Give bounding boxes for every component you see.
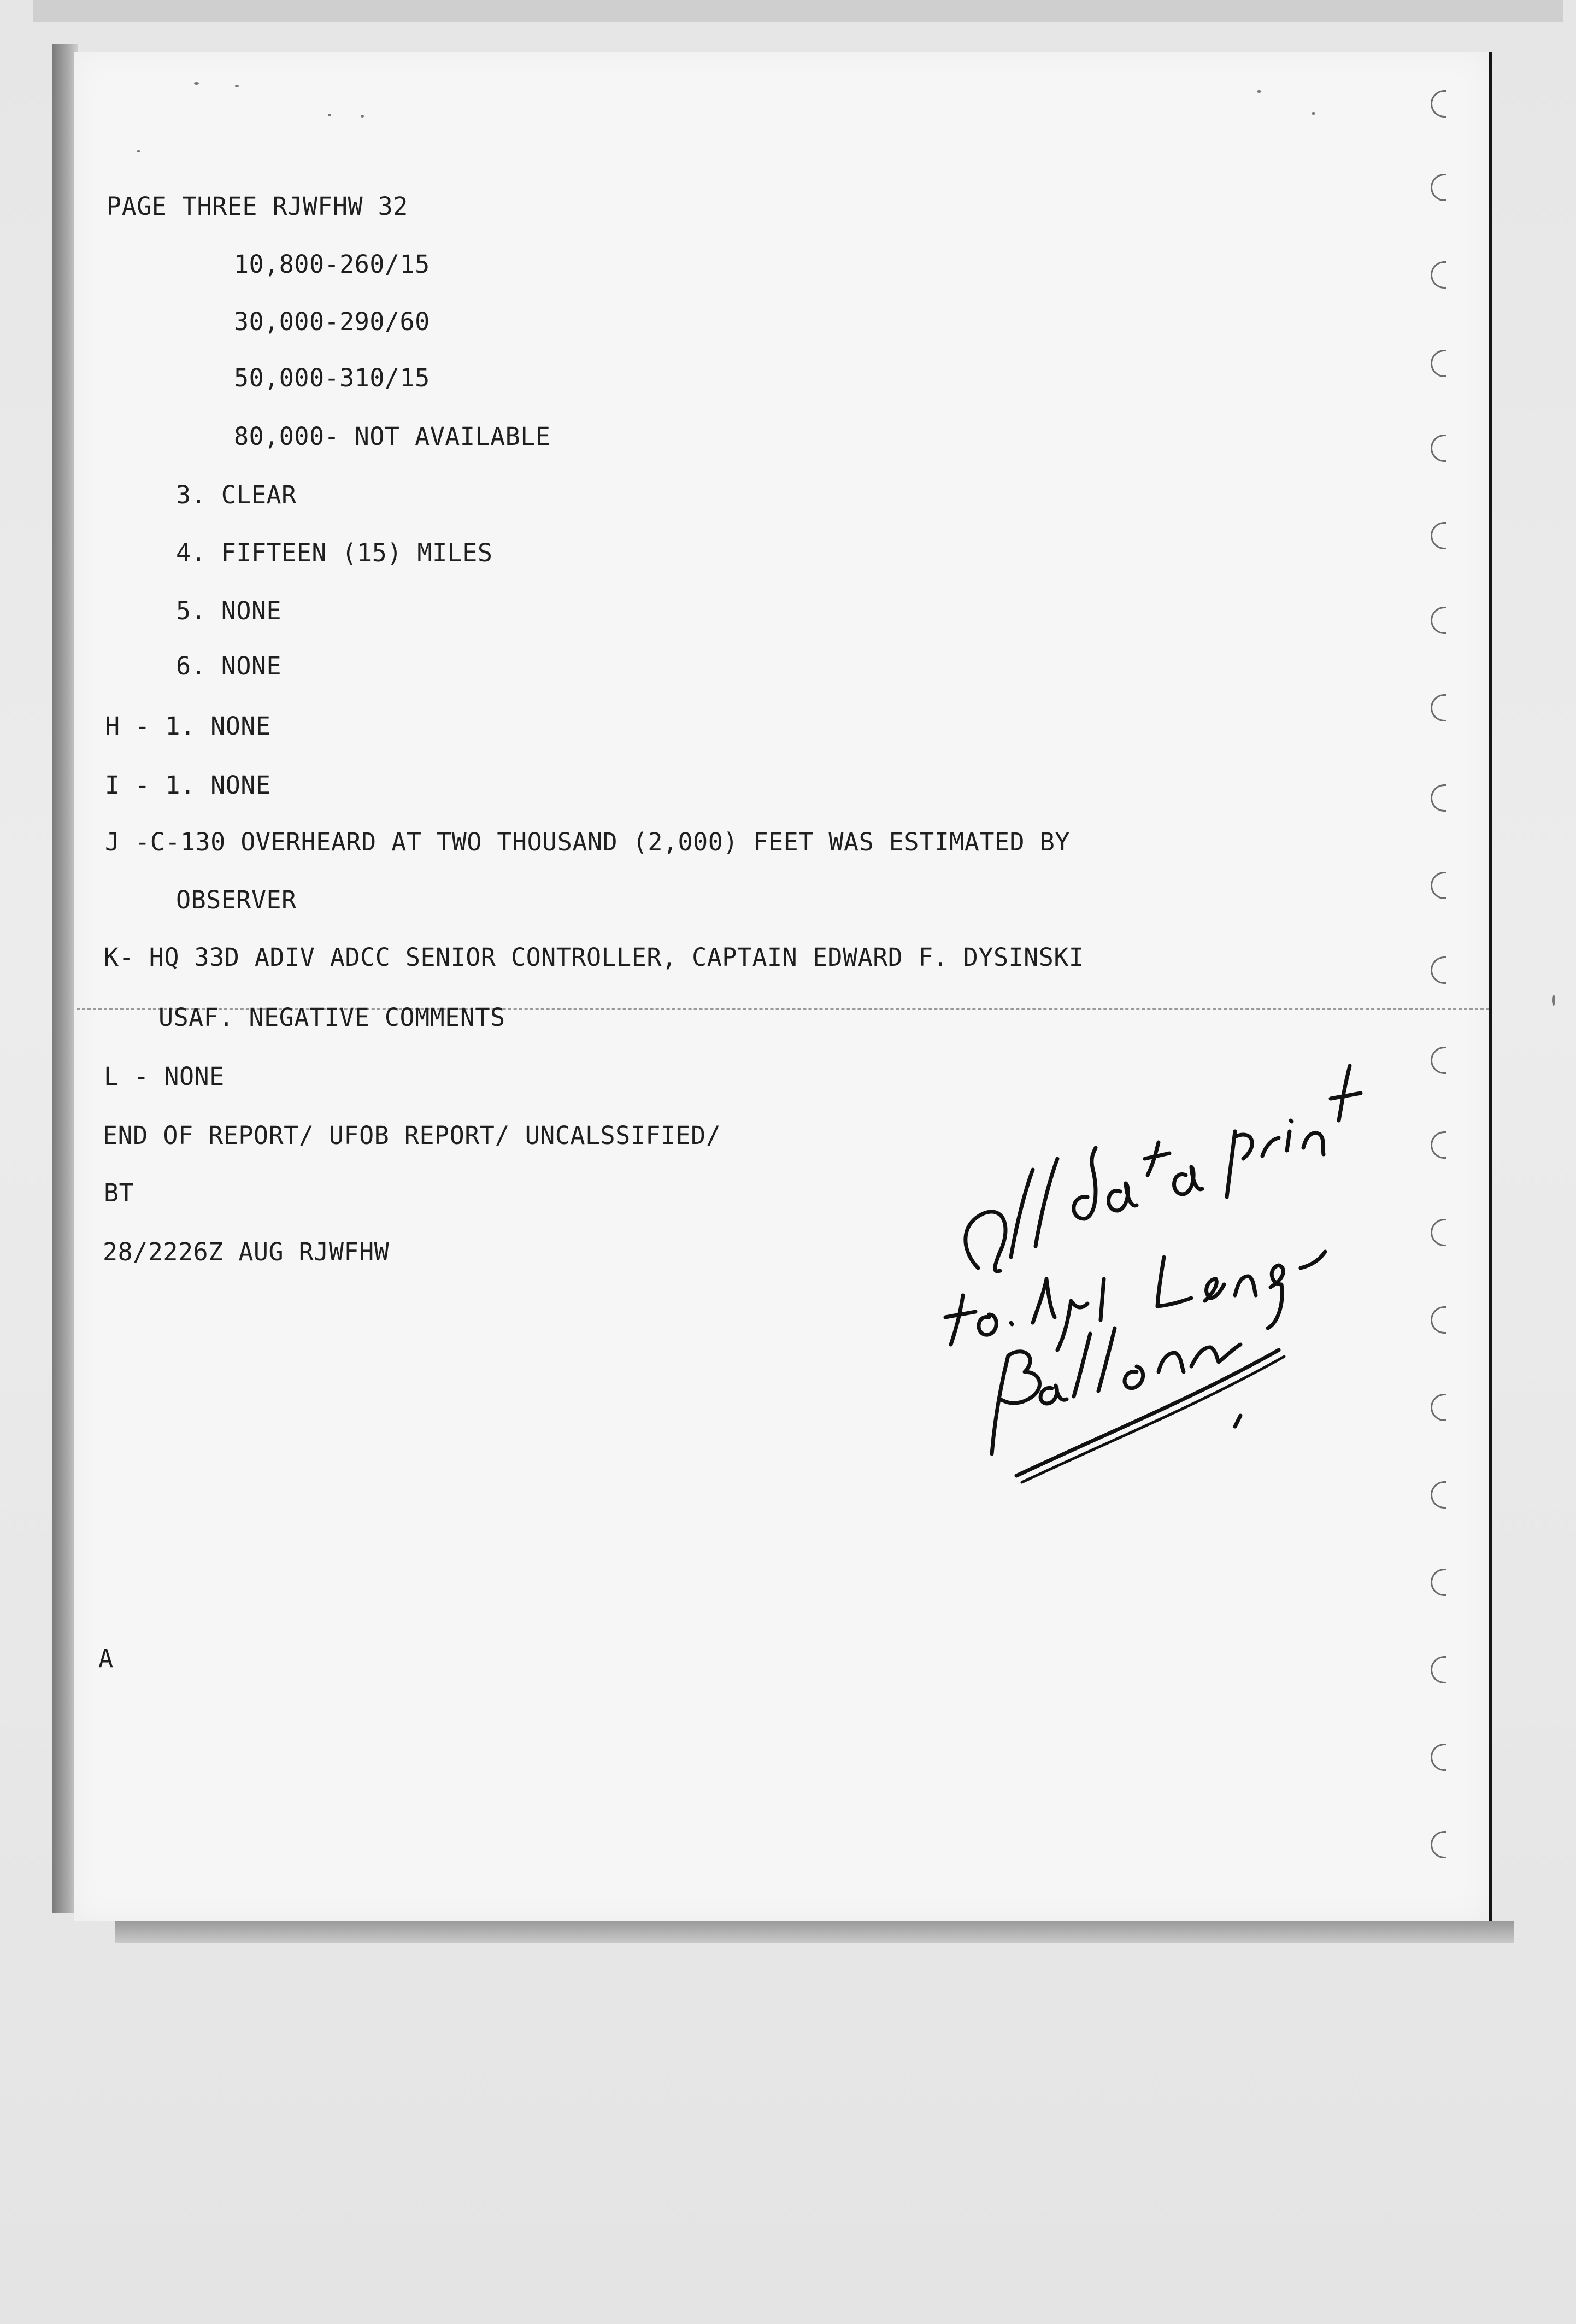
bottom-edge-shadow: [115, 1921, 1514, 1943]
scan-speck: [1257, 90, 1261, 93]
section-j-line-1: J -C-130 OVERHEARD AT TWO THOUSAND (2,000) FEET WAS ESTIMATED BY: [105, 828, 1070, 856]
item-5: 5. NONE: [176, 596, 282, 625]
wind-line-1: 10,800-260/15: [234, 250, 430, 279]
handwritten-note: [929, 995, 1377, 1487]
dtg-line: 28/2226Z AUG RJWFHW: [103, 1237, 390, 1266]
section-j-line-2: OBSERVER: [176, 885, 297, 914]
section-h: H - 1. NONE: [105, 712, 271, 741]
end-of-report-line: END OF REPORT/ UFOB REPORT/ UNCALSSIFIED/: [103, 1121, 721, 1150]
scan-speck: [194, 82, 199, 85]
scan-speck: [137, 150, 140, 152]
wind-line-2: 30,000-290/60: [234, 307, 430, 336]
section-k-line-1: K- HQ 33D ADIV ADCC SENIOR CONTROLLER, CAPTAIN EDWARD F. DYSINSKI: [104, 943, 1084, 972]
page-marker: A: [98, 1644, 114, 1673]
section-l: L - NONE: [104, 1062, 225, 1091]
top-edge-shadow: [33, 0, 1563, 22]
scan-speck: [328, 114, 331, 116]
item-4: 4. FIFTEEN (15) MILES: [176, 538, 493, 567]
item-3: 3. CLEAR: [176, 480, 297, 509]
scan-speck: [361, 115, 364, 118]
page-header: PAGE THREE RJWFHW 32: [107, 192, 408, 221]
wind-line-3: 50,000-310/15: [234, 363, 430, 392]
scan-speck: [1552, 995, 1555, 1006]
scan-speck: [1312, 112, 1315, 115]
section-i: I - 1. NONE: [105, 771, 271, 800]
scan-speck: [235, 85, 239, 87]
wind-line-4: 80,000- NOT AVAILABLE: [234, 422, 551, 451]
bt-line: BT: [104, 1178, 134, 1207]
section-k-line-2: USAF. NEGATIVE COMMENTS: [158, 1003, 505, 1032]
item-6: 6. NONE: [176, 652, 282, 680]
